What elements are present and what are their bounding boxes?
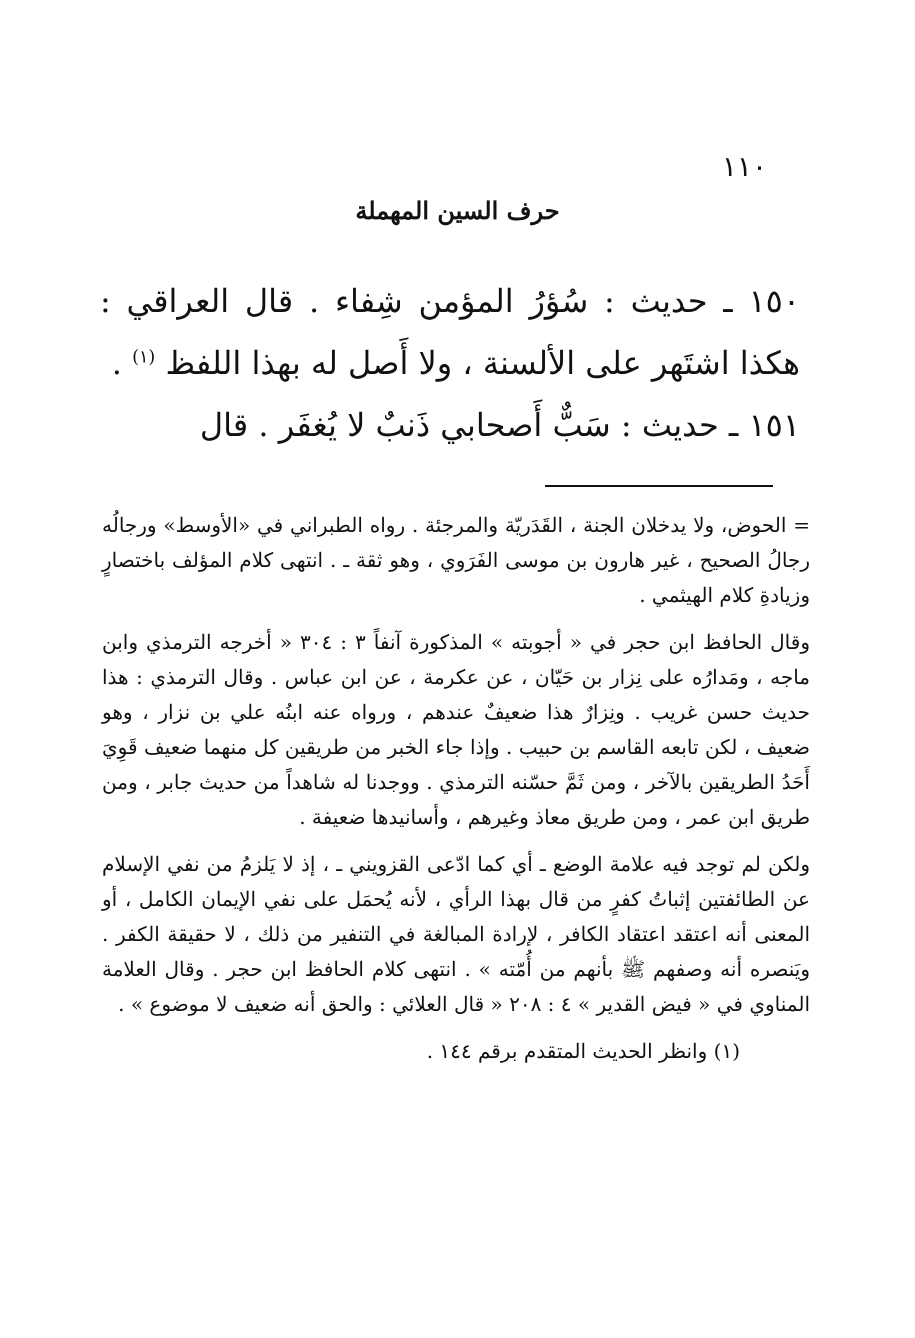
footnote-separator (545, 485, 773, 487)
footnote-continuation: = الحوض، ولا يدخلان الجنة ، القَدَريّة والمرجئة . رواه الطبراني في «الأوسط» ورجالُه رجالُ الصحيح ، غير هارون بن موسى الفَرَوي ، وهو ثقة ـ . انتهى كلام المؤلف باختصارٍ وزيادةِ كلام الهيثمي . (102, 513, 810, 607)
footnote-paragraph: وقال الحافظ ابن حجر في « أجوبته » المذكورة آنفاً ٣ : ٣٠٤ « أخرجه الترمذي وابن ماجه ، ومَدارُه على نِزار بن حَيّان ، عن عكرمة ، عن ابن عباس . وقال الترمذي : هذا حديث حسن غريب . ونِزارٌ هذا ضعيفٌ عندهم ، ورواه عنه ابنُه علي بن نزار ، وهو ضعيف ، لكن تابعه القاسم بن حبيب . وإذا جاء الخبر من طريقين كل منهما ضعيف قَوِيَ أَحَدُ الطريقين بالآخر ، ومن ثَمَّ حسّنه الترمذي . ووجدنا له شاهداً من حديث جابر ، ومن طريق ابن عمر ، ومن طريق معاذ وغيرهم ، وأسانيدها ضعيفة . (102, 630, 810, 829)
hadith-150-text: ١٥٠ ـ حديث : سُؤرُ المؤمن شِفاء . قال العراقي : هكذا اشتَهر على الألسنة ، ولا أَصل له بهذا اللفظ (100, 282, 800, 382)
hadith-entry-151: ١٥١ ـ حديث : سَبٌّ أَصحابي ذَنبٌ لا يُغفَر . قال (199, 406, 800, 444)
footnote-marker[interactable]: (١) (132, 347, 156, 368)
footnote-1: (١) وانظر الحديث المتقدم برقم ١٤٤ . (426, 1039, 740, 1063)
hadith-150-tail: . (111, 344, 133, 382)
footnotes-section (102, 508, 810, 1081)
chapter-title: حرف السين المهملة (355, 196, 560, 225)
footnote-paragraph: ولكن لم توجد فيه علامة الوضع ـ أي كما ادّعى القزويني ـ ، إذ لا يَلزمُ من نفي الإسلام عن الطائفتين إثباتُ كفرٍ من قال بهذا الرأي ، لأنه يُحمَل على نفي الإيمان الكامل ، أو المعنى أنه اعتقد اعتقاد الكافر ، لإرادة المبالغة في التنفير من ذلك ، لا حقيقة الكفر . ويَنصره أنه وصفهم ﷺ بأنهم من أُمّته » . انتهى كلام الحافظ ابن حجر . وقال العلامة المناوي في « فيض القدير » ٤ : ٢٠٨ « قال العلائي : والحق أنه ضعيف لا موضوع » . (102, 852, 810, 1016)
page-number: ١١٠ (721, 150, 767, 183)
hadith-entry-150 (100, 270, 800, 394)
main-text (100, 270, 800, 456)
